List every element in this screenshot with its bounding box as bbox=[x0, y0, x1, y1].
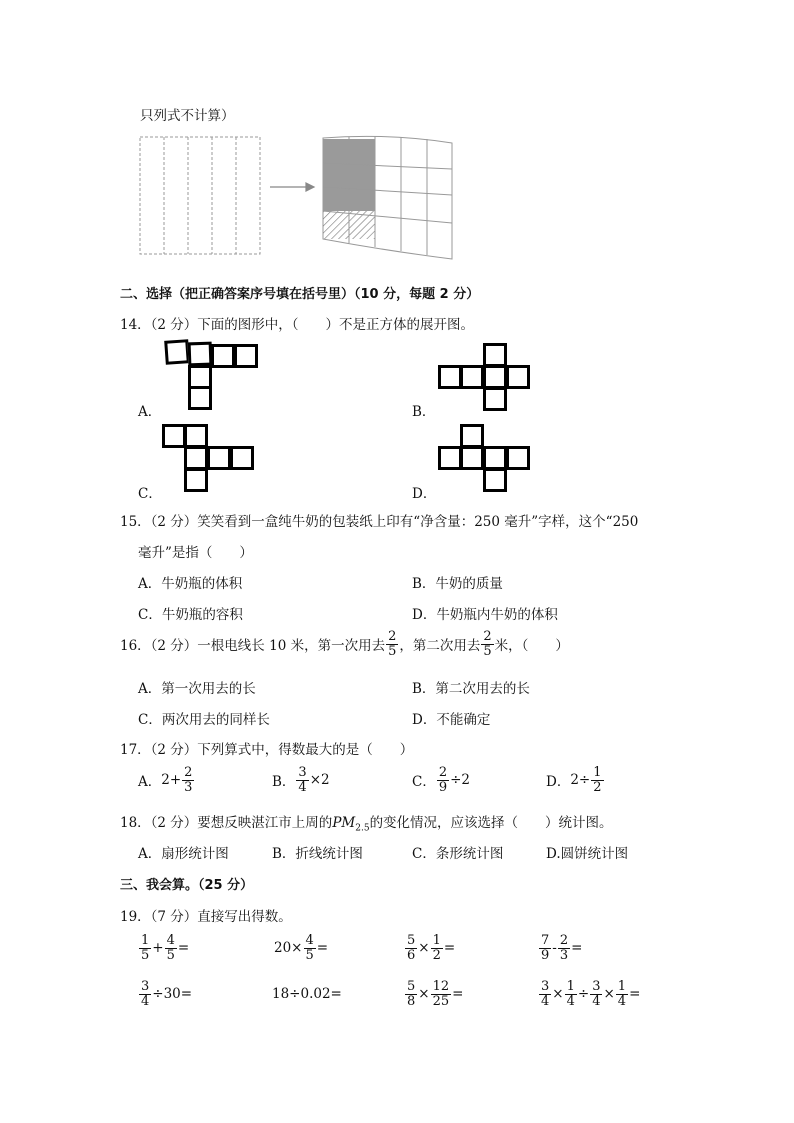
q14-label-a: A． bbox=[138, 404, 162, 420]
q15-option-c: C．牛奶瓶的容积 bbox=[138, 607, 243, 623]
q16-option-b: B．第二次用去的长 bbox=[412, 681, 530, 697]
section3-heading: 三、我会算。（25 分） bbox=[120, 878, 254, 893]
intro-text: 只列式不计算） bbox=[140, 108, 235, 124]
q19-expr-8: $\frac{3}{4}$ × $\frac{1}{4}$ ÷ $\frac{3}{4}$ × $\frac{1}{4}$ = bbox=[541, 979, 641, 1009]
q15-option-d: D．牛奶瓶内牛奶的体积 bbox=[412, 607, 558, 623]
q16-option-c: C．两次用去的同样长 bbox=[138, 712, 270, 728]
q16-stem-a: 16．（2 分）一根电线长 10 米，第一次用去 bbox=[120, 638, 386, 655]
q16-stem bbox=[120, 630, 569, 658]
q14-label-c: C． bbox=[138, 486, 162, 502]
q19-expr-5: $\frac{3}{4}$ ÷30= bbox=[141, 979, 193, 1009]
q18-stem: 18．（2 分）要想反映湛江市上周的$PM_{2.5}$的变化情况，应该选择（ ）统计图。 bbox=[120, 815, 613, 834]
q15-option-a: A．牛奶瓶的体积 bbox=[138, 576, 243, 592]
folded-paper-strip bbox=[140, 137, 260, 254]
arrow-icon bbox=[270, 183, 314, 191]
net-d bbox=[438, 424, 532, 494]
q14-stem: 14．（2 分）下面的图形中，（ ）不是正方体的展开图。 bbox=[120, 317, 475, 333]
q16-stem-c: 米，（ ） bbox=[494, 638, 569, 655]
q15-stem-line1: 15．（2 分）笑笑看到一盒纯牛奶的包装纸上印有“净含量：250 毫升”字样，这个“250 bbox=[120, 514, 639, 530]
q19-expr-6: 18÷0.02= bbox=[272, 986, 342, 1002]
net-a bbox=[163, 340, 263, 412]
q19-stem: 19．（7 分）直接写出得数。 bbox=[120, 909, 292, 925]
q16-frac2: $\frac{2}{5}$ bbox=[483, 629, 492, 659]
net-c bbox=[162, 424, 256, 494]
shaded-grid bbox=[323, 136, 452, 259]
q17-stem: 17．（2 分）下列算式中，得数最大的是（ ） bbox=[120, 742, 414, 758]
q17-option-a: A． 2+ $\frac{2}{3}$ bbox=[138, 765, 193, 795]
q19-expr-1: $\frac{1}{5}$ + $\frac{4}{5}$ = bbox=[141, 933, 190, 963]
q15-stem-line2: 毫升”是指（ ） bbox=[138, 545, 253, 561]
q16-option-a: A．第一次用去的长 bbox=[138, 681, 256, 697]
q16-frac1: $\frac{2}{5}$ bbox=[388, 629, 397, 659]
q14-label-b: B． bbox=[412, 404, 436, 420]
q19-expr-2: 20× $\frac{4}{5}$ = bbox=[274, 933, 329, 963]
q19-expr-4: $\frac{7}{9}$ - $\frac{2}{3}$ = bbox=[541, 933, 583, 963]
q16-option-d: D．不能确定 bbox=[412, 712, 491, 728]
net-b bbox=[438, 343, 532, 413]
q17-option-c: C． $\frac{2}{9}$ ÷2 bbox=[412, 765, 471, 795]
section2-heading: 二、选择（把正确答案序号填在括号里）（10 分，每题 2 分） bbox=[120, 287, 480, 302]
q18-option-c: C．条形统计图 bbox=[412, 846, 504, 862]
q19-expr-3: $\frac{5}{6}$ × $\frac{1}{2}$ = bbox=[407, 933, 456, 963]
q15-option-b: B．牛奶的质量 bbox=[412, 576, 503, 592]
q17-option-b: B． $\frac{3}{4}$ ×2 bbox=[272, 765, 330, 795]
q14-label-d: D． bbox=[412, 486, 437, 502]
q18-option-b: B．折线统计图 bbox=[272, 846, 363, 862]
fraction-figure bbox=[138, 135, 458, 260]
q18-option-d: D.圆饼统计图 bbox=[546, 846, 629, 862]
q17-option-d: D． 2÷ $\frac{1}{2}$ bbox=[546, 765, 602, 795]
q19-expr-7: $\frac{5}{8}$ × $\frac{12}{25}$ = bbox=[407, 979, 464, 1009]
q16-stem-b: ，第二次用去 bbox=[399, 638, 481, 655]
q18-option-a: A．扇形统计图 bbox=[138, 846, 229, 862]
